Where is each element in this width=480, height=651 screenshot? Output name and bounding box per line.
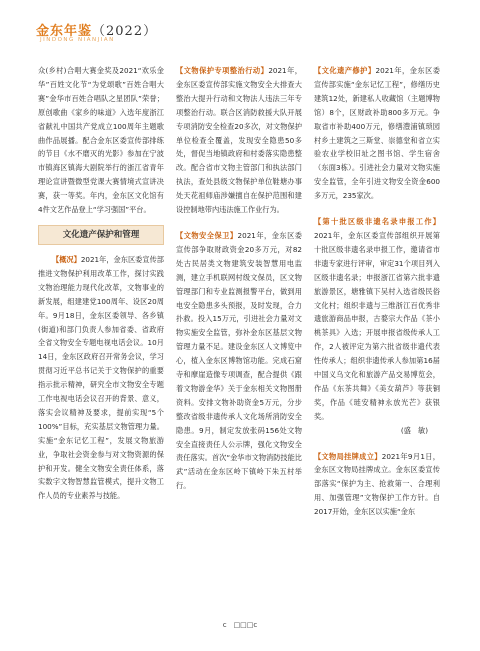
paragraph-ich-declaration	[314, 215, 440, 424]
entry-tag: 【概况】	[52, 254, 81, 264]
page-header	[36, 20, 456, 46]
entry-tag: 【文化遗产修护】	[314, 66, 376, 75]
entry-text: 2021年，金东区委宣传部推进文物保护利用改革工作，探讨实践文物治理能力现代化改革，文物事业的新发展，组建建党100周年、设区20周年。9月18日，金东区委领导、各乡镇(街道)和部门负责人参加省委、省政府全省文物安全专题电视电话会议。10月14日，金东区政府召开常务会议，学习贯彻习近平总书记关于文物保护的重要指示批示精神，研究全市文物安全专题工作电视电话会议召开的背景、意义，落实会议精神及要求，提前实现“5个100%”目标，充实基层文物管理力量。实施“金东记忆工程”，发展文物旅游业，争取社会资金参与对文物资源的保护和开发。健全文物安全责任体系，落实数字文物智慧监管模式，提升文物工作人员的专业素养与技能。	[38, 254, 164, 501]
spacer	[314, 438, 440, 450]
yearbook-year: （2022）	[92, 24, 158, 39]
entry-tag: 【文物保护专项整治行动】	[176, 66, 269, 75]
paragraph-continued: 众(乡村)合唱大赛金奖及2021“欢乐金华”百姓文化节“为党颂歌”百姓合唱大赛”金华市百姓合唱队之星团队”荣誉；原创歌曲《家乡的味道》入选年度浙江省献礼中国共产党成立100周年主题歌曲作品展播。配合金东区委宣传部排练的节目《水不磨灭的光影》参加在宁波市镇海区镇海大剧院举行的浙江省青年理论宣讲暨微型党课大赛情境式宣讲决赛，获一等奖。年内，金东区文化馆有4件文艺作品登上“学习强国”平台。	[38, 66, 164, 215]
entry-tag: 【文物局挂牌成立】	[314, 451, 382, 461]
paragraph-overview	[38, 253, 164, 503]
entry-text: 2021年9月1日，金东区文物局挂牌成立。金东区委宣传部落实“保护为主、抢救第一、合理利用、加强管理”文物保护工作方针。自2017开始，金东区以实施“金东	[314, 451, 440, 517]
paragraph-relic-security	[176, 229, 302, 493]
yearbook-pinyin: JINDONG NIANJIAN	[40, 37, 115, 43]
column-right	[314, 64, 440, 519]
entry-text: 2021年，金东区委宣传部实施“金东记忆工程”，修缮历史建筑12处，新建私人收藏馆（主题博物馆）8个，区财政补助800多万元。争取省市补助400万元，修缮澧浦镇琐园村乡土建筑之三斯堂、崇德堂和省立实验农业学校旧址之图书馆、学生宿舍（东面3栋）。引进社会力量对文物实施安全监管，全年引进文物安全资金600多万元，235家次。	[314, 66, 440, 201]
page-footer: c □□□c	[222, 621, 258, 629]
yearbook-brand: 金东年鉴	[36, 24, 93, 39]
entry-text: 2021年，金东区委宣传部实施文物安全大排查大整治大提升行动和文物法人违法三年专项整治行动。联合区消防救援大队开展专项消防安全检查20多次，对文物保护单位检查全覆盖，发现安全隐患50多处，督促当地镇政府和村委落实隐患整改。配合省市文物主管部门和执法部门执法，查处县级文物保护单位鞋塘办事处天花祖师庙涉嫌擅自在保护范围和建设控制地带内违法施工作业行为。	[176, 66, 302, 215]
spacer	[314, 203, 440, 215]
author-signature: (盛 敏)	[400, 425, 428, 435]
entry-text: 2021年，金东区委宣传部争取财政资金20多万元，对82处古民居类文物建筑安装智慧用电监测，建立手机联网村级文保员，区文物管理部门和专业监测报警平台，做到用电安全隐患多头预报，及时发现，合力扑救。投入15万元，引进社会力量对文物实施安全监管，弥补金东区基层文物管理力量不足。建设金东区人文博览中心，植入金东区博物馆功能。完成石窟寺和摩崖造像专项调查，配合提供《跟着文物游金华》关于金东相关文物图册资料。安排文物补助资金5万元，分步整改省级非遗传承人文化场所消防安全隐患。9月，制定发放张码156处文物安全直接责任人公示牌，强化文物安全责任落实。首次“金华市文物消防技能比武”活动在金东区岭下镇岭下朱五村举行。	[176, 230, 302, 491]
paragraph-heritage-repair	[314, 64, 440, 203]
entry-tag: 【文物安全保卫】	[176, 230, 238, 240]
entry-text: 2021年，金东区委宣传部组织开展第十批区级非遗名录申报工作，邀请省市非遗专家进行评审，审定31个项目列入区级非遗名录；申报浙江省第六批非遗旅游景区，塘雅镇下吴村入选省级民俗文化村；组织非遗与三维浙江百优秀非遗旅游商品申报，古婺宗大作品《茶小桃茶具》入选；开展申报省级传承人工作，2人被评定为第六批省级非遗代表性传承人；组织非遗传承人参加第16届中国义乌文化和旅游产品交易博览会，作品《东茶共舞》《美女葫芦》等获铜奖，作品《琏安精神永放光芒》获银奖。	[314, 230, 440, 421]
paragraph-bureau-founded	[314, 450, 440, 520]
section-heading: 文化遗产保护和管理	[38, 225, 164, 245]
spacer	[176, 217, 302, 229]
paragraph-special-rectification	[176, 64, 302, 217]
column-middle	[176, 64, 302, 493]
column-left	[38, 64, 164, 503]
entry-tag: 【第十批区级非遗名录申报工作】	[314, 217, 440, 227]
